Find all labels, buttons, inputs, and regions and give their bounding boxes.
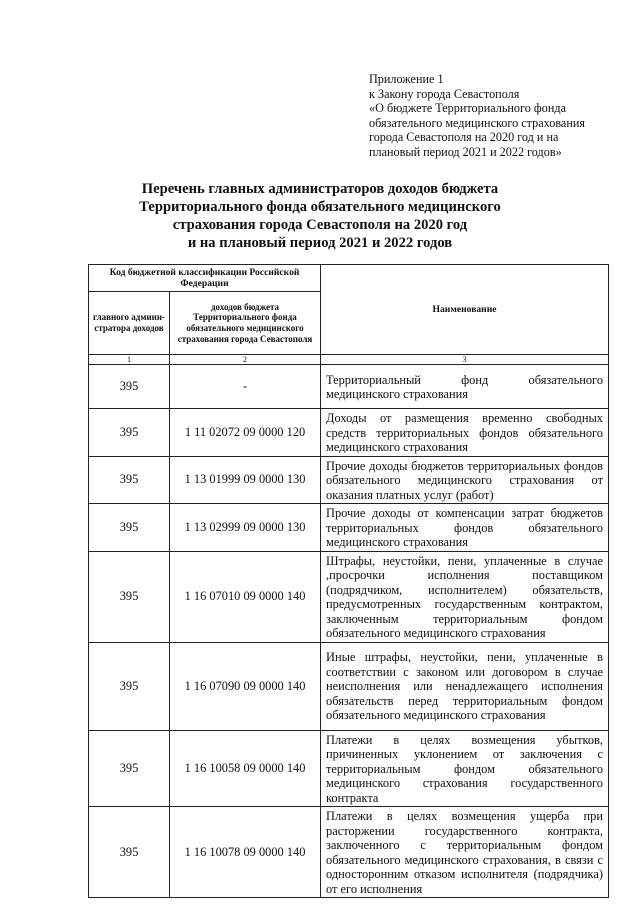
admin-code-cell: 395 [89, 365, 170, 409]
income-name-cell: Платежи в целях возмещения ущерба при расторжении государственного контракта, заключенного с территориальным фондом обязательного медицинского страхования, в связи с односторонним отказом исполнителя (подрядчика) от его исполнения [321, 807, 609, 898]
appendix-line: обязательного медицинского страхования [369, 115, 585, 130]
appendix-line: к Закону города Севастополя [369, 86, 520, 101]
column-number: 2 [170, 355, 321, 365]
table-row [89, 504, 609, 552]
column-number-row [89, 355, 609, 365]
appendix-line: «О бюджете Территориального фонда [369, 101, 566, 116]
appendix-line: города Севастополя на 2020 год и на [369, 130, 559, 145]
table-row [89, 730, 609, 807]
income-code-cell: 1 16 07010 09 0000 140 [170, 551, 321, 642]
appendix-line: Приложение 1 [369, 72, 444, 86]
title-line: Территориального фонда обязательного медицинского [139, 199, 501, 215]
title-line: Перечень главных администраторов доходов бюджета [141, 181, 499, 197]
income-code-cell: 1 16 07090 09 0000 140 [170, 642, 321, 730]
income-name-cell: Прочие доходы от компенсации затрат бюджетов территориальных фондов обязательного медицинского страхования [321, 504, 609, 552]
title-line: страхования города Севастополя на 2020 год [172, 217, 468, 233]
column-number: 1 [89, 355, 170, 365]
appendix-line: плановый период 2021 и 2022 годов» [369, 144, 562, 159]
administrators-table [88, 264, 609, 898]
table-row [89, 551, 609, 642]
admin-code-cell: 395 [89, 551, 170, 642]
admin-code-cell: 395 [89, 642, 170, 730]
header-income: доходов бюджета Территориального фонда обязательного медицинского страхования города Севастополя [170, 292, 321, 355]
admin-code-cell: 395 [89, 456, 170, 504]
header-admin: главного админи-стратора доходов [89, 292, 170, 355]
income-name-cell: Штрафы, неустойки, пени, уплаченные в случае ,просрочки исполнения поставщиком (подрядчиком, исполнителем) обязательств, предусмотренных государственным контрактом, заключенным территориальным фондом обязательного медицинского страхования [321, 551, 609, 642]
admin-code-cell: 395 [89, 409, 170, 457]
table-row [89, 456, 609, 504]
income-code-cell: 1 16 10078 09 0000 140 [170, 807, 321, 898]
appendix-block [369, 72, 619, 160]
income-code-cell: 1 13 02999 09 0000 130 [170, 504, 321, 552]
header-name: Наименование [321, 265, 609, 355]
header-kbk: Код бюджетной классификации Российской Федерации [89, 265, 321, 292]
header-row [89, 265, 609, 292]
income-name-cell: Иные штрафы, неустойки, пени, уплаченные в соответствии с законом или договором в случае неисполнения или ненадлежащего исполнения обязательств перед территориальным фондом обязательного медицинского страхования [321, 642, 609, 730]
income-name-cell: Территориальный фонд обязательного медицинского страхования [321, 365, 609, 409]
table-row [89, 365, 609, 409]
income-code-cell: - [170, 365, 321, 409]
income-name-cell: Прочие доходы бюджетов территориальных фондов обязательного медицинского страхования от оказания платных услуг (работ) [321, 456, 609, 504]
admin-code-cell: 395 [89, 730, 170, 807]
table-row [89, 642, 609, 730]
table-row [89, 409, 609, 457]
income-name-cell: Платежи в целях возмещения убытков, причиненных уклонением от заключения с территориальным фондом обязательного медицинского страхования государственного контракта [321, 730, 609, 807]
income-code-cell: 1 13 01999 09 0000 130 [170, 456, 321, 504]
document-title [100, 180, 540, 252]
title-line: и на плановый период 2021 и 2022 годов [187, 235, 453, 251]
table-row [89, 807, 609, 898]
income-name-cell: Доходы от размещения временно свободных средств территориальных фондов обязательного медицинского страхования [321, 409, 609, 457]
admin-code-cell: 395 [89, 504, 170, 552]
admin-code-cell: 395 [89, 807, 170, 898]
column-number: 3 [321, 355, 609, 365]
income-code-cell: 1 11 02072 09 0000 120 [170, 409, 321, 457]
income-code-cell: 1 16 10058 09 0000 140 [170, 730, 321, 807]
